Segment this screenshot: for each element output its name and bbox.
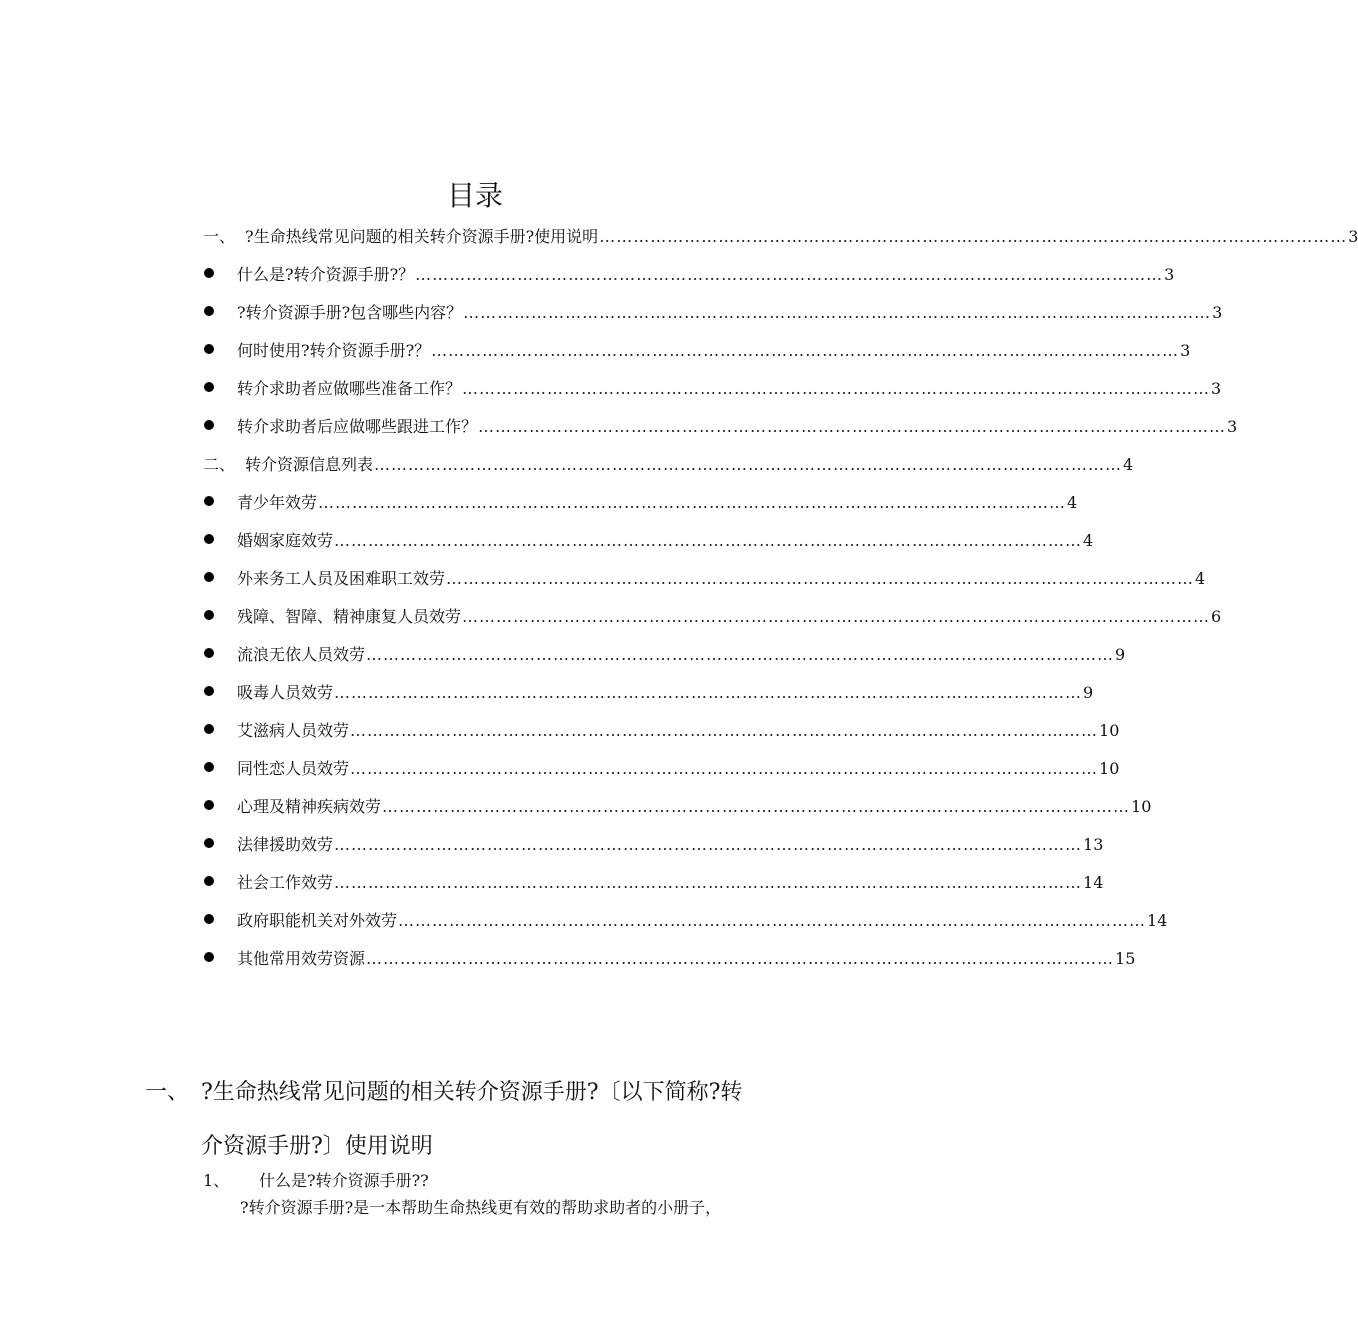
toc-page-number: 4 bbox=[1083, 531, 1094, 550]
bullet-icon bbox=[204, 382, 214, 392]
table-of-contents bbox=[203, 222, 1358, 982]
toc-entry[interactable] bbox=[203, 374, 1222, 412]
toc-page-number: 3 bbox=[1180, 341, 1191, 360]
bullet-icon bbox=[204, 724, 214, 734]
toc-page-number: 3 bbox=[1211, 379, 1222, 398]
bullet-icon bbox=[204, 838, 214, 848]
subsection-heading bbox=[203, 1168, 429, 1194]
toc-entry-label: 法律援助效劳 bbox=[237, 835, 334, 854]
subsection-number: 1、 bbox=[203, 1171, 230, 1190]
toc-page-number: 4 bbox=[1067, 493, 1078, 512]
bullet-icon bbox=[204, 534, 214, 544]
toc-dot-leader: …………………………………………………………………………………………………………………… bbox=[398, 911, 1147, 930]
toc-dot-leader: …………………………………………………………………………………………………………………… bbox=[463, 303, 1212, 322]
toc-entry-label: 外来务工人员及困难职工效劳 bbox=[237, 569, 446, 588]
bullet-icon bbox=[204, 420, 214, 430]
toc-dot-leader: …………………………………………………………………………………………………………………… bbox=[318, 493, 1067, 512]
toc-dot-leader: …………………………………………………………………………………………………………………… bbox=[350, 721, 1099, 740]
toc-section-number: 一、 bbox=[203, 227, 236, 246]
toc-page-number: 14 bbox=[1147, 911, 1168, 930]
toc-entry-label: 婚姻家庭效劳 bbox=[237, 531, 334, 550]
toc-entry-label: 转介求助者后应做哪些跟进工作？ bbox=[237, 417, 478, 436]
toc-entry-label: 吸毒人员效劳 bbox=[237, 683, 334, 702]
toc-entry-label: 同性恋人员效劳 bbox=[237, 759, 350, 778]
bullet-icon bbox=[204, 344, 214, 354]
toc-page-number: 3 bbox=[1348, 227, 1358, 246]
toc-dot-leader: …………………………………………………………………………………………………………………… bbox=[382, 797, 1131, 816]
toc-dot-leader: …………………………………………………………………………………………………………………… bbox=[415, 265, 1164, 284]
toc-dot-leader: …………………………………………………………………………………………………………………… bbox=[374, 455, 1123, 474]
toc-title: 目录 bbox=[446, 179, 503, 212]
toc-dot-leader: …………………………………………………………………………………………………………………… bbox=[366, 645, 1115, 664]
toc-entry-label: 青少年效劳 bbox=[237, 493, 318, 512]
toc-page-number: 3 bbox=[1227, 417, 1238, 436]
toc-page-number: 10 bbox=[1099, 721, 1120, 740]
toc-entry[interactable] bbox=[203, 260, 1175, 298]
bullet-icon bbox=[204, 496, 214, 506]
section-heading-line-1: ?生命热线常见问题的相关转介资源手册?〔以下简称?转 bbox=[201, 1080, 743, 1105]
toc-page-number: 9 bbox=[1083, 683, 1094, 702]
toc-dot-leader: …………………………………………………………………………………………………………………… bbox=[334, 683, 1083, 702]
toc-entry[interactable] bbox=[203, 298, 1223, 336]
bullet-icon bbox=[204, 648, 214, 658]
bullet-icon bbox=[204, 952, 214, 962]
toc-page-number: 3 bbox=[1164, 265, 1175, 284]
toc-section-entry[interactable] bbox=[203, 450, 1134, 488]
toc-entry[interactable] bbox=[203, 564, 1206, 602]
toc-dot-leader: …………………………………………………………………………………………………………………… bbox=[334, 531, 1083, 550]
toc-entry-label: 社会工作效劳 bbox=[237, 873, 334, 892]
toc-page-number: 13 bbox=[1083, 835, 1104, 854]
toc-page-number: 4 bbox=[1195, 569, 1206, 588]
toc-entry[interactable] bbox=[203, 412, 1238, 450]
toc-entry[interactable] bbox=[203, 792, 1152, 830]
toc-entry-label: ?生命热线常见问题的相关转介资源手册?使用说明 bbox=[245, 227, 599, 246]
toc-entry-label: 何时使用?转介资源手册?？ bbox=[237, 341, 431, 360]
toc-dot-leader: …………………………………………………………………………………………………………………… bbox=[478, 417, 1227, 436]
toc-section-entry[interactable] bbox=[203, 222, 1358, 260]
bullet-icon bbox=[204, 876, 214, 886]
toc-entry[interactable] bbox=[203, 868, 1104, 906]
body-paragraph: ?转介资源手册?是一本帮助生命热线更有效的帮助求助者的小册子， bbox=[240, 1198, 722, 1217]
toc-page-number: 14 bbox=[1083, 873, 1104, 892]
toc-page-number: 10 bbox=[1099, 759, 1120, 778]
toc-entry[interactable] bbox=[203, 602, 1222, 640]
bullet-icon bbox=[204, 914, 214, 924]
toc-entry-label: 转介资源信息列表 bbox=[245, 455, 374, 474]
toc-page-number: 10 bbox=[1131, 797, 1152, 816]
toc-dot-leader: …………………………………………………………………………………………………………………… bbox=[334, 873, 1083, 892]
toc-entry[interactable] bbox=[203, 944, 1136, 982]
toc-entry-label: 心理及精神疾病效劳 bbox=[237, 797, 382, 816]
toc-dot-leader: …………………………………………………………………………………………………………………… bbox=[446, 569, 1195, 588]
subsection-title: 什么是?转介资源手册?? bbox=[259, 1171, 429, 1190]
toc-dot-leader: …………………………………………………………………………………………………………………… bbox=[431, 341, 1180, 360]
section-heading-number: 一、 bbox=[145, 1080, 190, 1105]
toc-dot-leader: …………………………………………………………………………………………………………………… bbox=[462, 379, 1211, 398]
bullet-icon bbox=[204, 572, 214, 582]
toc-page-number: 6 bbox=[1211, 607, 1222, 626]
toc-entry[interactable] bbox=[203, 716, 1120, 754]
toc-entry[interactable] bbox=[203, 526, 1094, 564]
toc-entry[interactable] bbox=[203, 830, 1104, 868]
toc-entry[interactable] bbox=[203, 678, 1094, 716]
toc-entry-label: 其他常用效劳资源 bbox=[237, 949, 366, 968]
toc-entry-label: 什么是?转介资源手册?？ bbox=[237, 265, 415, 284]
bullet-icon bbox=[204, 610, 214, 620]
toc-page-number: 3 bbox=[1212, 303, 1223, 322]
toc-page-number: 4 bbox=[1123, 455, 1134, 474]
toc-entry-label: 转介求助者应做哪些准备工作？ bbox=[237, 379, 462, 398]
section-heading bbox=[145, 1066, 825, 1174]
bullet-icon bbox=[204, 800, 214, 810]
toc-dot-leader: …………………………………………………………………………………………………………………… bbox=[462, 607, 1211, 626]
toc-entry-label: ?转介资源手册?包含哪些内容？ bbox=[237, 303, 463, 322]
bullet-icon bbox=[204, 268, 214, 278]
toc-dot-leader: …………………………………………………………………………………………………………………… bbox=[334, 835, 1083, 854]
toc-entry-label: 政府职能机关对外效劳 bbox=[237, 911, 398, 930]
toc-section-number: 二、 bbox=[203, 455, 236, 474]
toc-entry[interactable] bbox=[203, 754, 1120, 792]
toc-entry[interactable] bbox=[203, 488, 1078, 526]
toc-dot-leader: …………………………………………………………………………………………………………………… bbox=[366, 949, 1115, 968]
toc-dot-leader: …………………………………………………………………………………………………………………… bbox=[599, 227, 1348, 246]
toc-page-number: 15 bbox=[1115, 949, 1136, 968]
bullet-icon bbox=[204, 686, 214, 696]
bullet-icon bbox=[204, 762, 214, 772]
section-heading-line-2: 介资源手册?〕使用说明 bbox=[201, 1134, 433, 1159]
toc-dot-leader: …………………………………………………………………………………………………………………… bbox=[350, 759, 1099, 778]
toc-entry[interactable] bbox=[203, 906, 1168, 944]
toc-entry[interactable] bbox=[203, 336, 1191, 374]
toc-entry-label: 残障、智障、精神康复人员效劳 bbox=[237, 607, 462, 626]
toc-entry-label: 流浪无依人员效劳 bbox=[237, 645, 366, 664]
toc-entry-label: 艾滋病人员效劳 bbox=[237, 721, 350, 740]
toc-page-number: 9 bbox=[1115, 645, 1126, 664]
toc-entry[interactable] bbox=[203, 640, 1126, 678]
bullet-icon bbox=[204, 306, 214, 316]
